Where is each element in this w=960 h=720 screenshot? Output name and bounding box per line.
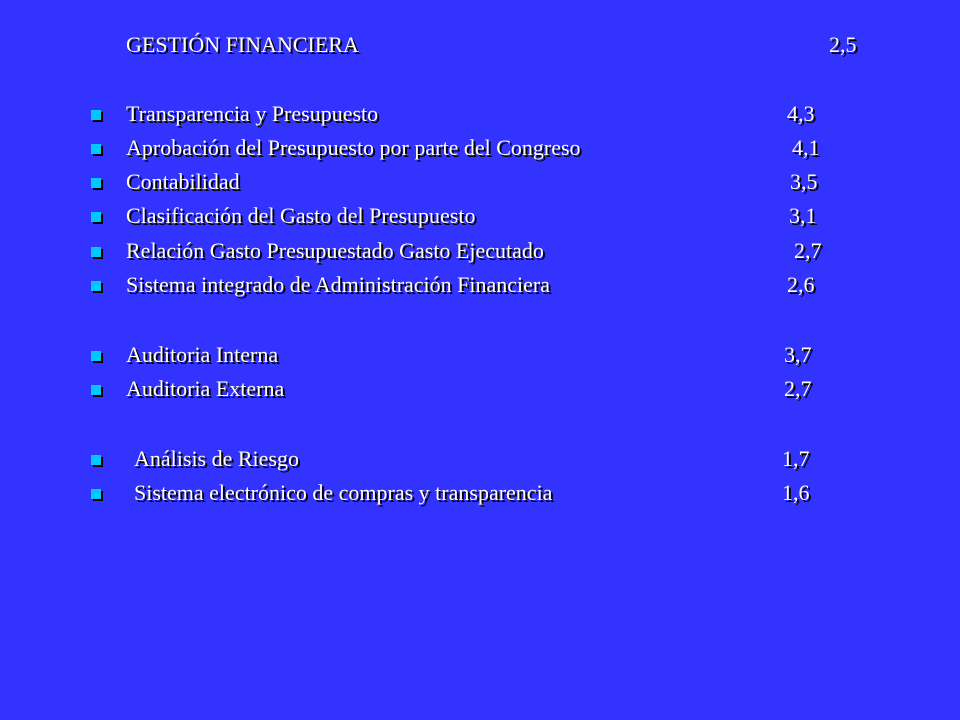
list-item-value: 3,5 — [790, 169, 818, 194]
list-item-value: 1,7 — [782, 446, 810, 471]
list-item-value: 2,6 — [787, 272, 815, 297]
list-item-label: Relación Gasto Presupuestado Gasto Ejecutado — [126, 238, 544, 263]
list-item-value: 3,1 — [789, 203, 817, 228]
title-value: 2,5 — [829, 32, 857, 57]
bullet-icon — [91, 110, 101, 120]
list-item-label: Contabilidad — [126, 169, 240, 194]
list-item-value: 4,3 — [787, 101, 815, 126]
list-item-label: Auditoria Externa — [126, 376, 285, 401]
list-item-value: 3,7 — [784, 342, 812, 367]
bullet-icon — [91, 489, 101, 499]
list-item-value: 1,6 — [782, 480, 810, 505]
bullet-icon — [91, 212, 101, 222]
title-label: GESTIÓN FINANCIERA — [126, 32, 359, 57]
bullet-icon — [91, 455, 101, 465]
bullet-icon — [91, 281, 101, 291]
list-item-label: Sistema integrado de Administración Financiera — [126, 272, 551, 297]
list-item-label: Auditoria Interna — [126, 342, 279, 367]
list-item-value: 4,1 — [792, 135, 820, 160]
list-item-label: Aprobación del Presupuesto por parte del Congreso — [126, 135, 581, 160]
list-item-label: Transparencia y Presupuesto — [126, 101, 379, 126]
list-item-label: Análisis de Riesgo — [134, 446, 299, 471]
bullet-icon — [91, 144, 101, 154]
list-item-value: 2,7 — [794, 238, 822, 263]
bullet-icon — [91, 247, 101, 257]
bullet-icon — [91, 351, 101, 361]
list-item-label: Clasificación del Gasto del Presupuesto — [126, 203, 476, 228]
list-item-label: Sistema electrónico de compras y transparencia — [134, 480, 553, 505]
bullet-icon — [91, 385, 101, 395]
list-item-value: 2,7 — [784, 376, 812, 401]
bullet-icon — [91, 178, 101, 188]
